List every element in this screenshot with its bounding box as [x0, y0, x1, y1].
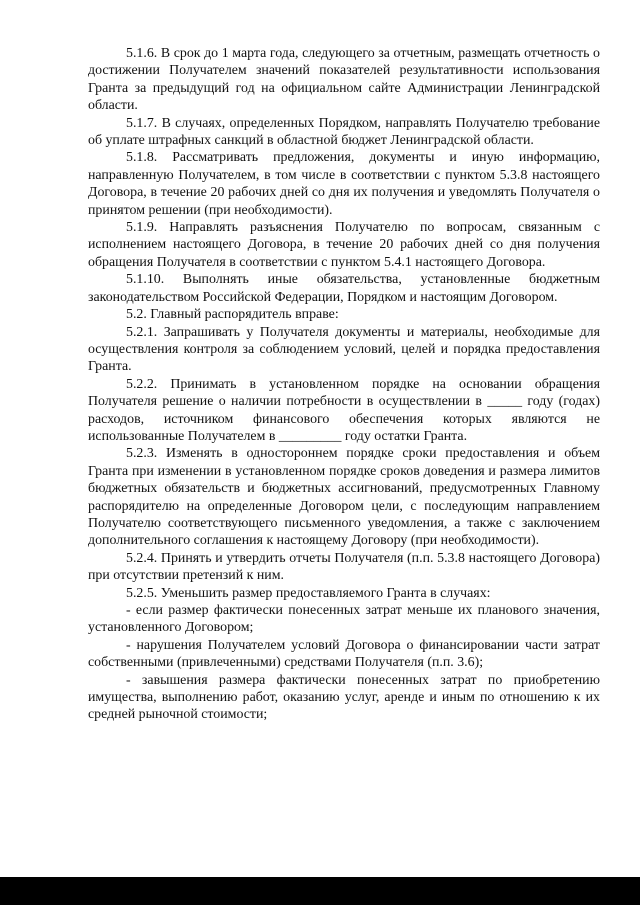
- clause-5-2-4: 5.2.4. Принять и утвердить отчеты Получателя (п.п. 5.3.8 настоящего Договора) при отсутствии претензий к ним.: [88, 550, 600, 584]
- list-item-reduction-1: - если размер фактически понесенных затрат меньше их планового значения, установленного Договором;: [88, 603, 600, 636]
- clause-5-1-7: 5.1.7. В случаях, определенных Порядком, направлять Получателю требование об уплате штрафных санкций в областной бюджет Ленинградской области.: [88, 115, 600, 149]
- clause-5-1-10: 5.1.10. Выполнять иные обязательства, установленные бюджетным законодательством Российской Федерации, Порядком и настоящим Договором.: [88, 272, 600, 305]
- section-5-2-heading: 5.2. Главный распорядитель вправе:: [126, 307, 339, 323]
- scan-border-bottom: [0, 877, 640, 905]
- list-item-reduction-2: - нарушения Получателем условий Договора о финансировании части затрат собственными (привлеченными) средствами Получателя (п.п. 3.6);: [88, 637, 600, 671]
- clause-5-2-1: 5.2.1. Запрашивать у Получателя документы и материалы, необходимые для осуществления контроля за соблюдением условий, целей и порядка предоставления Гранта.: [88, 324, 600, 375]
- clause-5-1-8: 5.1.8. Рассматривать предложения, документы и иную информацию, направленную Получателем, в том числе в соответствии с пунктом 5.3.8 настоящего Договора, в течение 20 рабочих дней со дня их получения и уведомлять Получателя о принятом решении (при необходимости).: [88, 150, 600, 218]
- clause-5-1-6: 5.1.6. В срок до 1 марта года, следующего за отчетным, размещать отчетность о достижении Получателем значений показателей результативности использования Гранта за предыдущий год на официальном сайте Администрации Ленинградской области.: [88, 46, 600, 114]
- clause-5-2-5: 5.2.5. Уменьшить размер предоставляемого Гранта в случаях:: [126, 585, 491, 601]
- clause-5-1-9: 5.1.9. Направлять разъяснения Получателю по вопросам, связанным с исполнением настоящего Договора, в течение 20 рабочих дней со дня получения обращения Получателя в соответствии с пунктом 5.4.1 настоящего Договора.: [88, 220, 600, 270]
- list-item-reduction-3: - завышения размера фактически понесенных затрат по приобретению имущества, выполнению работ, оказанию услуг, аренде и иным по отношению к их средней рыночной стоимости;: [88, 672, 600, 723]
- document-page: [88, 45, 600, 724]
- clause-5-2-2: 5.2.2. Принимать в установленном порядке на основании обращения Получателя решение о наличии потребности в осуществлении в _____ году (годах) расходов, источником финансового обеспечения которых являются не использованные Получателем в _________ году остатки Гранта.: [88, 376, 600, 444]
- clause-5-2-3: 5.2.3. Изменять в одностороннем порядке сроки предоставления и объем Гранта при изменении в установленном порядке сроков доведения и размера лимитов бюджетных обязательств и бюджетных ассигнований, предусмотренных Главному распорядителю на определенные Договором цели, с последующим направлением Получателю соответствующего письменного уведомления, а также с заключением дополнительного соглашения к настоящему Договору (при необходимости).: [88, 446, 600, 549]
